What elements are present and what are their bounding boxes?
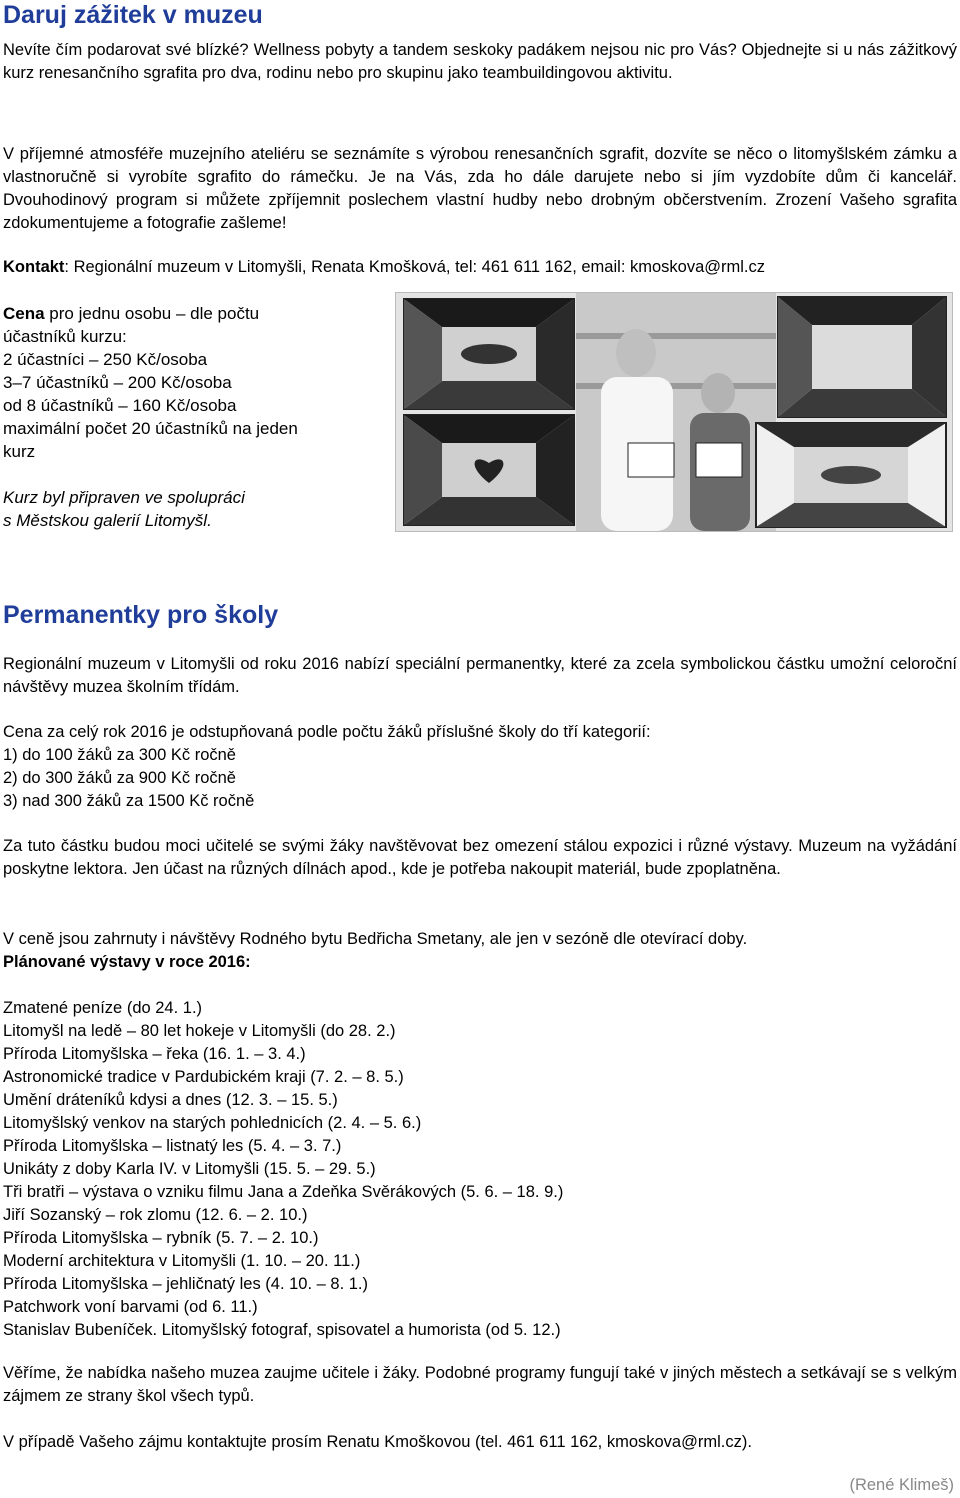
contact-label: Kontakt: [3, 258, 65, 276]
passes-paragraph-6: V případě Vašeho zájmu kontaktujte prosím Renatu Kmoškovou (tel. 461 611 162, kmoskova@rml.cz).: [3, 1433, 752, 1451]
pricing-categories: [3, 721, 957, 813]
workshop-photo-illustration: [396, 293, 952, 531]
exhibitions-list: [3, 997, 957, 1342]
exhibition-item: Moderní architektura v Litomyšli (1. 10. – 20. 11.): [3, 1252, 361, 1270]
passes-paragraph-1: Regionální muzeum v Litomyšli od roku 2016 nabízí speciální permanentky, které za zcela symbolickou částku umožní celoroční návštěvy muzea školním třídám.: [3, 655, 957, 696]
section-title-gift: Daruj zážitek v muzeu: [3, 1, 263, 29]
section-title-passes: Permanentky pro školy: [3, 601, 279, 629]
passes-paragraph-4: V ceně jsou zahrnuty i návštěvy Rodného bytu Bedřicha Smetany, ale jen v sezóně dle otevírací doby.: [3, 930, 748, 948]
exhibition-item: Příroda Litomyšlska – jehličnatý les (4. 10. – 8. 1.): [3, 1275, 368, 1293]
price-line: účastníků kurzu:: [3, 327, 127, 346]
author-credit: (René Klimeš): [849, 1476, 954, 1494]
price-line: Cena pro jednu osobu – dle počtu: [3, 304, 260, 323]
pricing-line: Cena za celý rok 2016 je odstupňovaná podle počtu žáků příslušné školy do tří kategorií:: [3, 723, 651, 741]
price-line: 2 účastníci – 250 Kč/osoba: [3, 350, 208, 369]
passes-paragraph-3: Za tuto částku budou moci učitelé se svými žáky navštěvovat bez omezení stálou expozici i různé výstavy. Muzeum na vyžádání poskytne lektora. Jen účast na různých dílnách apod., kde je potřeba nakoupit materiál, bude zpoplatněna.: [3, 837, 957, 878]
intro-paragraph: Nevíte čím podarovat své blízké? Wellness pobyty a tandem seskoky padákem nejsou nic pro Vás? Objednejte si u nás zážitkový kurz renesančního sgrafita pro dva, rodinu nebo pro skupinu jako teambuildingovou aktivitu.: [3, 41, 957, 82]
exhibition-item: Tři bratři – výstava o vzniku filmu Jana a Zdeňka Svěrákových (5. 6. – 18. 9.): [3, 1183, 564, 1201]
pricing-line: 2) do 300 žáků za 900 Kč ročně: [3, 769, 236, 787]
pricing-line: 1) do 100 žáků za 300 Kč ročně: [3, 746, 236, 764]
exhibition-item: Jiří Sozanský – rok zlomu (12. 6. – 2. 10.): [3, 1206, 308, 1224]
exhibition-item: Unikáty z doby Karla IV. v Litomyšli (15. 5. – 29. 5.): [3, 1160, 376, 1178]
pricing-line: 3) nad 300 žáků za 1500 Kč ročně: [3, 792, 255, 810]
contact-line: [3, 256, 957, 279]
price-line: maximální počet 20 účastníků na jeden: [3, 419, 298, 438]
exhibition-item: Umění dráteníků kdysi a dnes (12. 3. – 15. 5.): [3, 1091, 338, 1109]
course-note-line: Kurz byl připraven ve spolupráci: [3, 488, 245, 507]
price-label: Cena: [3, 304, 45, 323]
exhibition-item: Příroda Litomyšlska – rybník (5. 7. – 2. 10.): [3, 1229, 319, 1247]
exhibition-item: Stanislav Bubeníček. Litomyšlský fotograf, spisovatel a humorista (od 5. 12.): [3, 1321, 561, 1339]
exhibition-item: Litomyšlský venkov na starých pohlednicích (2. 4. – 5. 6.): [3, 1114, 422, 1132]
exhibitions-heading: Plánované výstavy v roce 2016:: [3, 953, 251, 971]
exhibition-item: Astronomické tradice v Pardubickém kraji (7. 2. – 8. 5.): [3, 1068, 404, 1086]
exhibition-item: Patchwork voní barvami (od 6. 11.): [3, 1298, 258, 1316]
workshop-photo: [395, 292, 953, 532]
exhibition-item: Příroda Litomyšlska – listnatý les (5. 4. – 3. 7.): [3, 1137, 342, 1155]
exhibition-item: Příroda Litomyšlska – řeka (16. 1. – 3. 4.): [3, 1045, 306, 1063]
price-line: 3–7 účastníků – 200 Kč/osoba: [3, 373, 232, 392]
price-block: [3, 302, 383, 532]
passes-paragraph-5: Věříme, že nabídka našeho muzea zaujme učitele i žáky. Podobné programy fungují také v jiných městech a setkávají se s velkým zájmem ze strany škol všech typů.: [3, 1364, 957, 1405]
exhibition-item: Litomyšl na ledě – 80 let hokeje v Litomyšli (do 28. 2.): [3, 1022, 396, 1040]
sgraffito-frame: [404, 299, 574, 409]
contact-text: : Regionální muzeum v Litomyšli, Renata Kmošková, tel: 461 611 162, email: kmoskova@rml.cz: [64, 258, 765, 276]
price-line: od 8 účastníků – 160 Kč/osoba: [3, 396, 237, 415]
workshop-paragraph: V příjemné atmosféře muzejního ateliéru se seznámíte s výrobou renesančních sgrafit, dozvíte se něco o litomyšlském zámku a vlastnoručně si vyrobíte sgrafito do rámečku. Je na Vás, zda ho dále darujete nebo si jím vyzdobíte dům či kancelář. Dvouhodinový program si můžete zpříjemnit poslechem vlastní hudby nebo drobným občerstvením. Zrození Vašeho sgrafita zdokumentujeme a fotografie zašleme!: [3, 145, 957, 232]
exhibition-item: Zmatené peníze (do 24. 1.): [3, 999, 203, 1017]
course-note-line: s Městskou galerií Litomyšl.: [3, 511, 212, 530]
price-line: kurz: [3, 442, 36, 461]
